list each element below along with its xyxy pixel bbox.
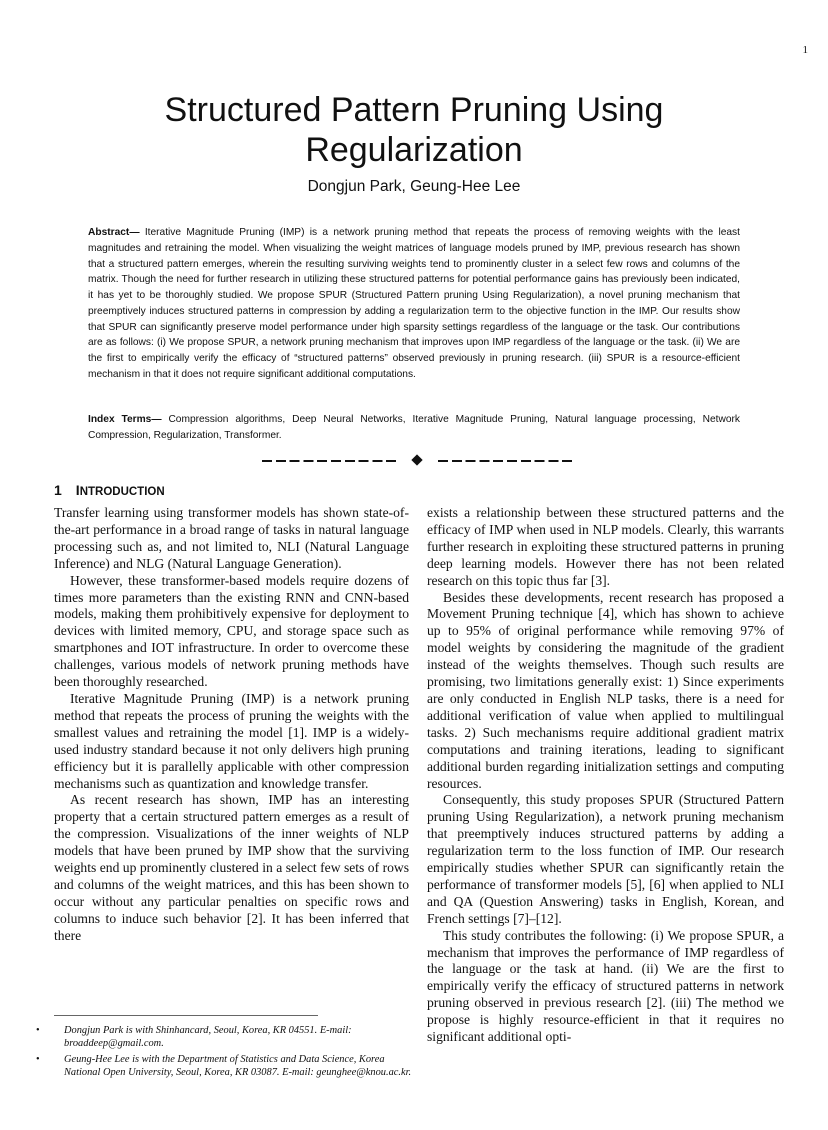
paragraph: Transfer learning using transformer models has shown state-of-the-art performance in a broad range of tasks in natural language processing such as, and not limited to, NLI (Natural Language Inference) and NLG (Natural Language Generation). [54,505,409,571]
section-divider [0,452,828,470]
paper-title: Structured Pattern Pruning Using Regularization [164,91,664,169]
footnote [36,1024,412,1051]
page-number: 1 [802,44,808,56]
bullet-icon: • [36,1025,40,1036]
abstract-label: Abstract— [88,227,140,238]
footnote-rule [54,1015,318,1016]
section-heading [54,482,165,498]
section-title-initial: I [75,482,80,498]
paragraph: This study contributes the following: (i) We propose SPUR, a mechanism that improves the performance of IMP regardless of the language or the task at hand. (ii) We are the first to empirically verify the efficacy of structured patterns in network pruning observed in previous research [2]. (iii) The method we propose is highly resource-efficient in that it requires no significant additional opti- [427,927,784,1045]
bullet-icon: • [36,1053,40,1065]
section-number: 1 [54,482,62,498]
paragraph: As recent research has shown, IMP has an interesting property that a certain structured pattern emerges as a result of the compression. Visualizations of the inner weights of NLP models that have been pruned by IMP show that the surviving weights end up prominently clustered in a select few sets of rows and columns of the weight matrices, and this has been shown to occur without any particular penalties on specific rows and columns to induce such behavior [2]. It has been inferred that there [54,792,409,943]
diamond-icon [411,454,422,465]
footnotes [36,1024,412,1081]
abstract [88,225,740,383]
paragraph: Besides these developments, recent research has proposed a Movement Pruning technique [4], which has shown to achieve up to 95% of original performance while removing 97% of model weights by considering the magnitude of the gradient instead of the weights themselves. Though such results are promising, two limitations generally exist: 1) Since experiments are only conducted in English NLP tasks, there is a need for additional verification of value when applied to multilingual tasks. 2) Such mechanisms require additional gradient matrix computations and training iterations, leading to significant additional burden regarding initialization settings and computing resources. [427,589,784,791]
right-column [427,505,784,1046]
paragraph: However, these transformer-based models require dozens of times more parameters than the existing RNN and CNN-based models, making them prohibitively expensive for deployment to devices with limited memory, CPU, and storage space such as smartphones and IOT infrastructure. In order to overcome these challenges, various models of network pruning methods have been thoroughly researched. [54,572,409,690]
footnote-text: Dongjun Park is with Shinhancard, Seoul, Korea, KR 04551. E-mail: broaddeep@gmail.com. [64,1025,352,1050]
section-title-rest: NTRODUCTION [79,486,165,498]
paragraph: exists a relationship between these structured patterns and the efficacy of IMP when used in NLP models. Clearly, this warrants further research in exploiting these structured patterns in pruning deep learning models. However there has not been related research on this topic thus far [3]. [427,505,784,588]
index-terms [88,412,740,444]
divider-dash-right [438,460,574,462]
left-column [54,505,409,945]
index-terms-label: Index Terms— [88,414,162,425]
abstract-text: Iterative Magnitude Pruning (IMP) is a network pruning method that repeats the process of removing weights with the least magnitudes and retraining the model. When visualizing the weight matrices of language models pruned by IMP, previous research has shown that a structured pattern emerges, wherein the resulting surviving weights tend to prominently cluster in a select few rows and columns of the matrix. Though the need for further research in utilizing these structured patterns for potential performance gains has previously been indicated, it has yet to be thoroughly studied. We propose SPUR (Structured Pattern pruning Using Regularization), a novel pruning mechanism that preemptively induces structured patterns in compression by adding a regularization term to the objective function in the IMP. Our results show that SPUR can significantly preserve model performance under high sparsity settings regardless of the language or the task. Our contributions are as follows: (i) We propose SPUR, a network pruning mechanism that improves upon IMP regardless of the language or the task. (ii) We are the first to empirically verify the efficacy of “structured patterns” observed previously in pruning research. (iii) SPUR is a resource-efficient mechanism in that it does not require significant additional computations. [88,227,740,380]
paragraph: Iterative Magnitude Pruning (IMP) is a network pruning method that repeats the process of pruning the weights with the smallest values and retraining the model [1]. IMP is a widely-used industry standard because it not only delivers high pruning efficiency but it is parallelly applicable with other compression mechanisms such as quantization and knowledge transfer. [54,690,409,791]
author-list: Dongjun Park, Geung-Hee Lee [307,178,521,195]
index-terms-text: Compression algorithms, Deep Neural Networks, Iterative Magnitude Pruning, Natural language processing, Network Compression, Regularization, Transformer. [88,414,740,441]
divider-dash-left [262,460,398,462]
footnote [36,1053,412,1080]
footnote-text: Geung-Hee Lee is with the Department of Statistics and Data Science, Korea National Open University, Seoul, Korea, KR 03087. E-mail: geunghee@knou.ac.kr. [64,1053,412,1078]
paragraph: Consequently, this study proposes SPUR (Structured Pattern pruning Using Regularization), a network pruning mechanism that preemptively induces structured patterns by adding a regularization term to the loss function of IMP. Our research empirically studies whether SPUR can significantly retain the performance of transformer models [5], [6] when applied to NLI and QA (Question Answering) tasks in English, Korean, and French settings [7]–[12]. [427,792,784,926]
